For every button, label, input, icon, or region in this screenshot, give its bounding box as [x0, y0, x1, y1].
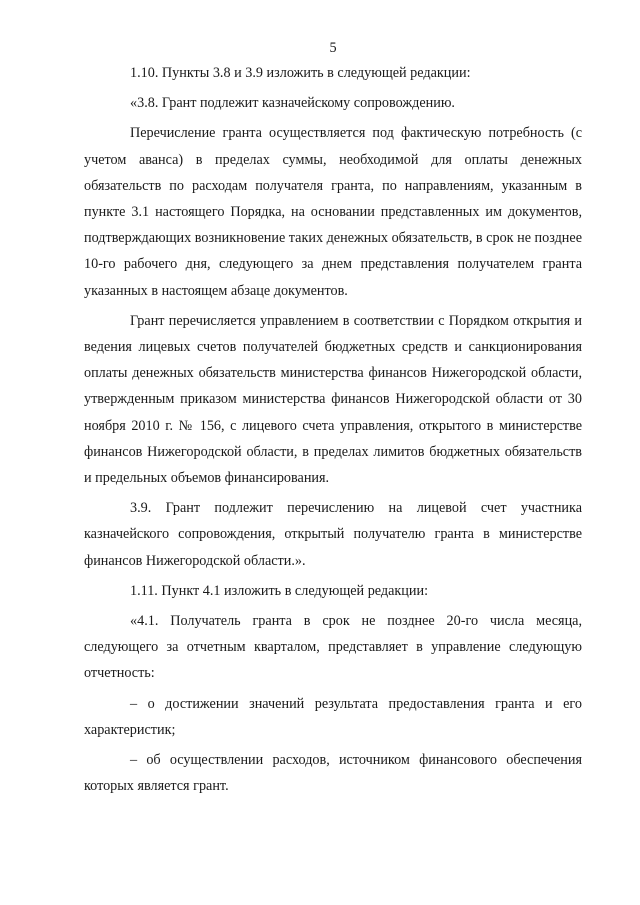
list-item-result-report: – о достижении значений результата предоставления гранта и его характеристик; — [84, 695, 582, 738]
paragraph-transfer-procedure: Грант перечисляется управлением в соответствии с Порядком открытия и ведения лицевых счетов получателей бюджетных средств и санкционирования оплаты денежных обязательств министерства финансов Нижегородской области, утвержденным приказом министерства финансов Нижегородской области от 30 ноября 2010 г. № 156, с лицевого счета управления, открытого в министерстве финансов Нижегородской области, в пределах лимитов бюджетных обязательств и предельных объемов финансирования. — [84, 312, 582, 487]
paragraph-item-1-11: 1.11. Пункт 4.1 изложить в следующей редакции: — [130, 582, 429, 599]
paragraph-transfer-conditions: Перечисление гранта осуществляется под фактическую потребность (с учетом аванса) в пределах суммы, необходимой для оплаты денежных обязательств по расходам получателя гранта, по направлениям, указанным в пункте 3.1 настоящего Порядка, на основании представленных им документов, подтверждающих возникновение таких денежных обязательств, в срок не позднее 10-го рабочего дня, следующего за днем представления получателем гранта указанных в настоящем абзаце документов. — [84, 125, 582, 299]
page-number: 5 — [329, 40, 337, 56]
paragraph-item-4-1: «4.1. Получатель гранта в срок не позднее 20-го числа месяца, следующего за отчетным кварталом, представляет в управление следующую отчетность: — [84, 613, 582, 682]
list-item-expense-report: – об осуществлении расходов, источником финансового обеспечения которых является грант. — [84, 752, 582, 795]
paragraph-item-3-8: «3.8. Грант подлежит казначейскому сопровождению. — [130, 95, 455, 112]
paragraph-item-1-10: 1.10. Пункты 3.8 и 3.9 изложить в следующей редакции: — [130, 65, 471, 81]
paragraph-item-3-9: 3.9. Грант подлежит перечислению на лицевой счет участника казначейского сопровождения, открытый получателю гранта в министерстве финансов Нижегородской области.». — [84, 500, 582, 569]
